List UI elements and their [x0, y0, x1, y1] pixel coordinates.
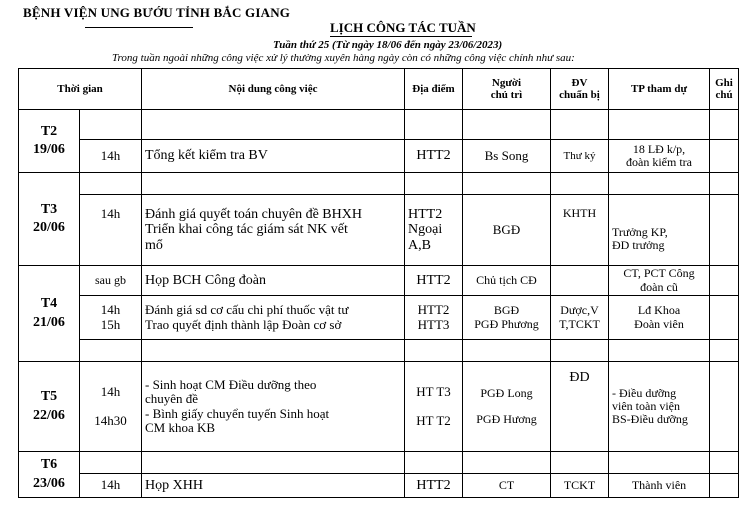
content-cell: Họp XHH: [142, 474, 405, 498]
content-cell: Đánh giá quyết toán chuyên đề BHXH Triển khai công tác giám sát NK vết mổ: [142, 195, 405, 266]
col-location: Địa điểm: [405, 69, 463, 110]
location-cell: HTT2 Ngoại A,B: [405, 195, 463, 266]
table-row: [19, 140, 739, 173]
day-cell-t2: T2 19/06: [19, 110, 80, 173]
intro-note: Trong tuần ngoài những công việc xử lý thường xuyên hàng ngày còn có những công việc chính như sau:: [112, 52, 575, 64]
table-row: [19, 474, 739, 498]
content-cell: Tổng kết kiểm tra BV: [142, 140, 405, 173]
location-cell: HTT2: [405, 266, 463, 296]
table-row: [19, 173, 739, 195]
table-row: [19, 195, 739, 266]
col-notes: Ghi chú: [710, 69, 739, 110]
content-cell: - Sinh hoạt CM Điều dưỡng theo chuyên đề - Bình giấy chuyển tuyến Sinh hoạt CM khoa KB: [142, 362, 405, 452]
col-host: Người chủ trì: [463, 69, 551, 110]
unit-cell: Dược,V T,TCKT: [551, 296, 609, 340]
participants-cell: Thành viên: [609, 474, 710, 498]
content-cell: Họp BCH Công đoàn: [142, 266, 405, 296]
host-cell: Chủ tịch CĐ: [463, 266, 551, 296]
col-unit: ĐV chuẩn bị: [551, 69, 609, 110]
location-cell: HTT2 HTT3: [405, 296, 463, 340]
week-range: Tuần thứ 25 (Từ ngày 18/06 đến ngày 23/06/2023): [273, 39, 503, 51]
table-row: [19, 296, 739, 340]
day-cell-t5: T5 22/06: [19, 362, 80, 452]
content-cell: Đánh giá sd cơ cấu chi phí thuốc vật tư Trao quyết định thành lập Đoàn cơ sở: [142, 296, 405, 340]
col-participants: TP tham dự: [609, 69, 710, 110]
unit-cell: ĐD: [551, 362, 609, 452]
host-cell: BGĐ PGĐ Phương: [463, 296, 551, 340]
table-row: [19, 266, 739, 296]
day-cell-t3: T3 20/06: [19, 173, 80, 266]
table-row: [19, 340, 739, 362]
hospital-name: BỆNH VIỆN UNG BƯỚU TỈNH BẮC GIANG: [23, 5, 291, 20]
time-cell: 14h: [80, 195, 142, 266]
host-cell: Bs Song: [463, 140, 551, 173]
participants-cell: Trưởng KP, ĐD trưởng: [609, 195, 710, 266]
col-content: Nội dung công việc: [142, 69, 405, 110]
schedule-table: [18, 68, 739, 498]
day-cell-t4: T4 21/06: [19, 266, 80, 362]
participants-cell: 18 LĐ k/p, đoàn kiểm tra: [609, 140, 710, 173]
host-cell: BGĐ: [463, 195, 551, 266]
participants-cell: Lđ Khoa Đoàn viên: [609, 296, 710, 340]
time-cell: 14h: [80, 140, 142, 173]
host-cell: PGĐ Long PGĐ Hương: [463, 362, 551, 452]
hospital-underline: [85, 27, 193, 28]
table-header-row: [19, 69, 739, 110]
document-title: LỊCH CÔNG TÁC TUẦN: [330, 20, 476, 35]
unit-cell: TCKT: [551, 474, 609, 498]
time-cell: 14h 15h: [80, 296, 142, 340]
time-cell: 14h: [80, 474, 142, 498]
unit-cell: KHTH: [551, 195, 609, 266]
col-time: Thời gian: [19, 69, 142, 110]
participants-cell: - Điều dưỡng viên toàn viện BS-Điều dưỡng: [609, 362, 710, 452]
participants-cell: CT, PCT Công đoàn cũ: [609, 266, 710, 296]
table-row: [19, 110, 739, 140]
title-underline: [330, 36, 472, 37]
table-row: [19, 362, 739, 452]
location-cell: HTT2: [405, 140, 463, 173]
host-cell: CT: [463, 474, 551, 498]
time-cell: sau gb: [80, 266, 142, 296]
location-cell: HTT2: [405, 474, 463, 498]
table-row: [19, 452, 739, 474]
unit-cell: Thư ký: [551, 140, 609, 173]
time-cell: 14h 14h30: [80, 362, 142, 452]
day-cell-t6: T6 23/06: [19, 452, 80, 498]
location-cell: HT T3 HT T2: [405, 362, 463, 452]
